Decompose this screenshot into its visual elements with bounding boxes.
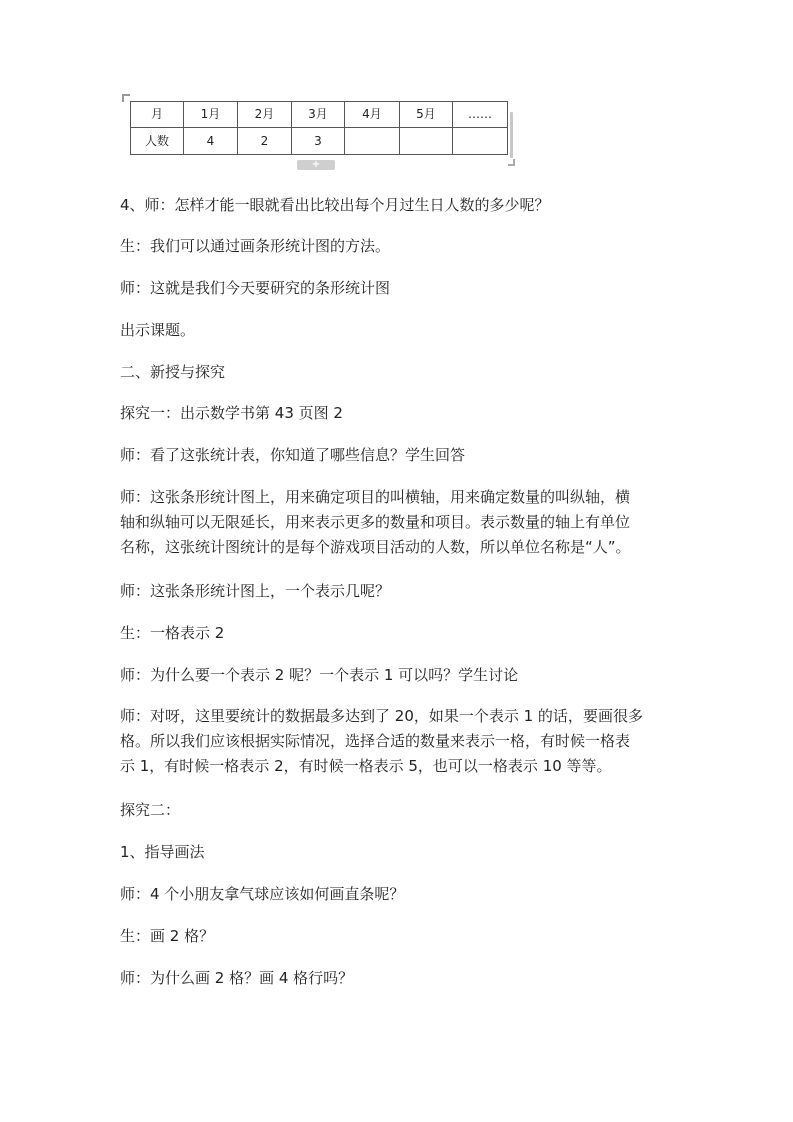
table-cell[interactable]: 1月 — [184, 102, 238, 128]
paragraph-line: 师：4 个小朋友拿气球应该如何画直条呢？ — [120, 885, 405, 903]
paragraph — [120, 579, 390, 604]
paragraph — [120, 924, 214, 949]
table-row — [131, 128, 508, 155]
table-corner-marker-bottom-right — [508, 159, 515, 166]
table-row — [131, 102, 508, 128]
table-corner-marker-top-left — [122, 94, 130, 102]
table-cell[interactable] — [453, 128, 508, 155]
paragraph-line: 生：一格表示 2 — [120, 624, 225, 642]
paragraph — [120, 193, 550, 218]
table-cell[interactable]: 2 — [238, 128, 292, 155]
table-cell[interactable]: 4 — [184, 128, 238, 155]
paragraph-line: 二、新授与探究 — [120, 363, 226, 381]
paragraph-line: 生：画 2 格？ — [120, 927, 215, 945]
paragraph — [120, 318, 195, 343]
paragraph — [120, 621, 224, 646]
paragraph-line: 1、指导画法 — [120, 843, 205, 861]
paragraph — [120, 443, 465, 468]
paragraph-line: 出示课题。 — [120, 321, 196, 339]
paragraph-line: 名称，这张统计图统计的是每个游戏项目活动的人数，所以单位名称是“人”。 — [120, 538, 631, 556]
paragraph-line: 师：这张条形统计图上，一个表示几呢？ — [120, 582, 391, 600]
paragraph-line: 格。所以我们应该根据实际情况，选择合适的数量来表示一格，有时候一格表 — [120, 732, 631, 750]
paragraph-line: 师：看了这张统计表，你知道了哪些信息？学生回答 — [120, 446, 466, 464]
table-cell[interactable]: 4月 — [345, 102, 400, 128]
paragraph-line: 4、师：怎样才能一眼就看出比较出每个月过生日人数的多少呢？ — [120, 196, 550, 214]
paragraph-line: 生：我们可以通过画条形统计图的方法。 — [120, 237, 391, 255]
table-cell[interactable]: 人数 — [131, 128, 184, 155]
paragraph — [120, 276, 390, 301]
paragraph-line: 示 1，有时候一格表示 2，有时候一格表示 5，也可以一格表示 10 等等。 — [120, 757, 612, 775]
paragraph — [120, 485, 631, 560]
paragraph-line: 师：这张条形统计图上，用来确定项目的叫横轴，用来确定数量的叫纵轴，横 — [120, 488, 631, 506]
table-container — [130, 101, 508, 155]
paragraph — [120, 663, 518, 688]
paragraph-line: 探究一：出示数学书第 43 页图 2 — [120, 404, 343, 422]
paragraph — [120, 840, 205, 865]
table-resize-handle[interactable] — [510, 112, 513, 158]
paragraph — [120, 401, 343, 426]
table-cell[interactable]: …… — [453, 102, 508, 128]
table-cell[interactable]: 5月 — [400, 102, 453, 128]
table-cell[interactable] — [345, 128, 400, 155]
paragraph — [120, 704, 643, 779]
paragraph-line: 探究二： — [120, 801, 181, 819]
table-cell[interactable]: 3 — [292, 128, 345, 155]
paragraph — [120, 234, 390, 259]
paragraph-line: 师：为什么要一个表示 2 呢？一个表示 1 可以吗？学生讨论 — [120, 666, 519, 684]
table-cell[interactable]: 2月 — [238, 102, 292, 128]
paragraph — [120, 966, 353, 991]
paragraph — [120, 360, 225, 385]
table-add-row-button[interactable]: + — [297, 160, 335, 170]
paragraph-line: 师：为什么画 2 格？画 4 格行吗？ — [120, 969, 354, 987]
paragraph-line: 师：对呀，这里要统计的数据最多达到了 20，如果一个表示 1 的话，要画很多 — [120, 707, 643, 725]
paragraph — [120, 882, 404, 907]
birthday-stats-table — [130, 101, 508, 155]
table-cell[interactable]: 3月 — [292, 102, 345, 128]
paragraph-line: 轴和纵轴可以无限延长，用来表示更多的数量和项目。表示数量的轴上有单位 — [120, 513, 631, 531]
paragraph — [120, 798, 180, 823]
paragraph-line: 师：这就是我们今天要研究的条形统计图 — [120, 279, 391, 297]
table-cell[interactable]: 月 — [131, 102, 184, 128]
table-cell[interactable] — [400, 128, 453, 155]
